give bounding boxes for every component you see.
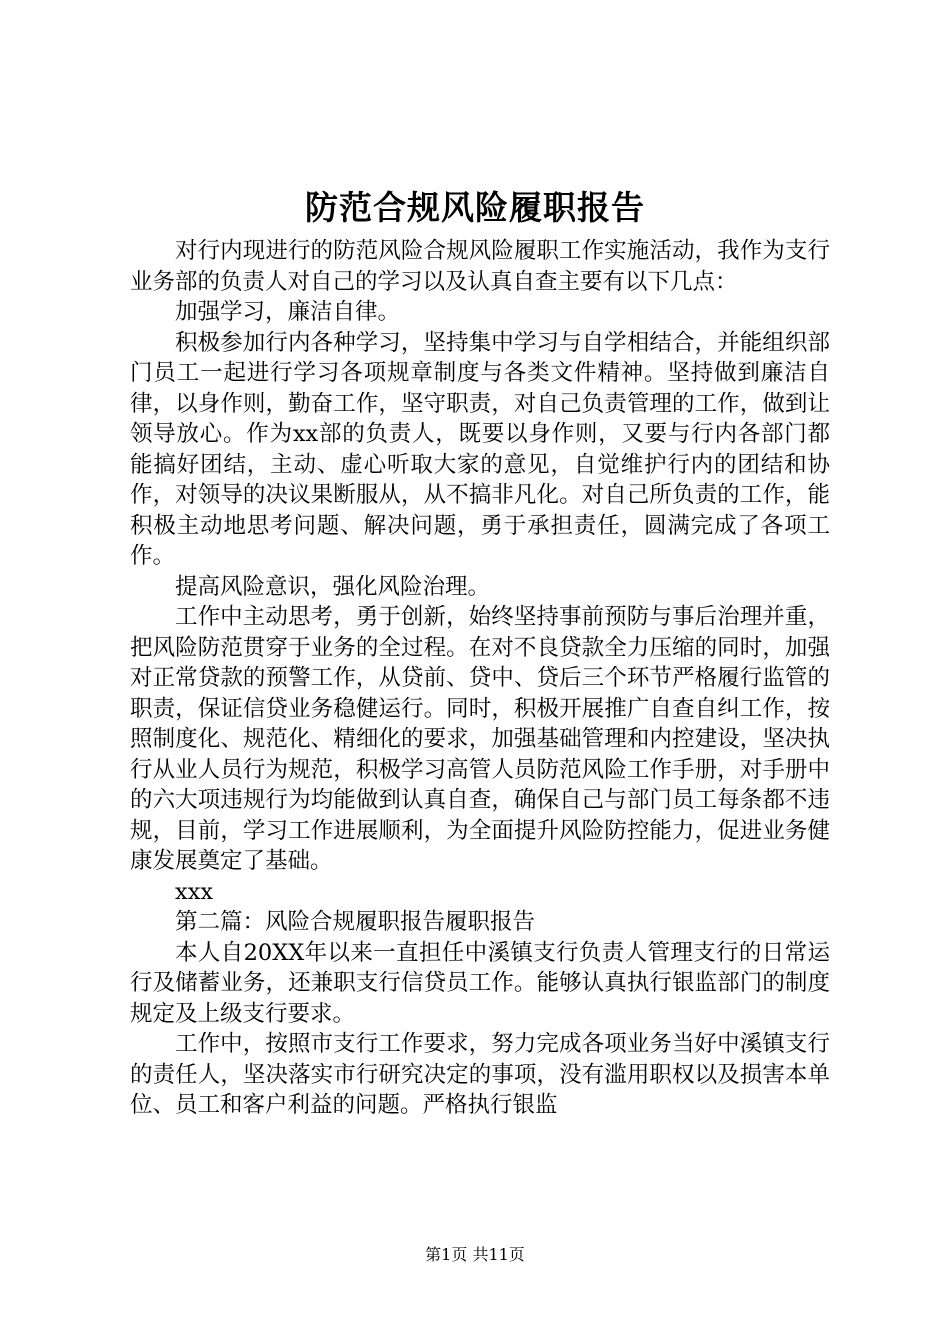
section-heading: 提高风险意识，强化风险治理。 — [175, 573, 491, 600]
document-title: 防范合规风险履职报告 — [305, 188, 645, 227]
paragraph: 积极参加行内各种学习，坚持集中学习与自学相结合，并能组织部门员工一起进行学习各项规章制度与各类文件精神。坚持做到廉洁自律，以身作则，勤奋工作，坚守职责，对自己负责管理的工作，做到让领导放心。作为xx部的负责人，既要以身作则，又要与行内各部门都能搞好团结，主动、虚心听取大家的意见，自觉维护行内的团结和协作，对领导的决议果断服从，从不搞非凡化。对自己所负责的工作，能积极主动地思考问题、解决问题，勇于承担责任，圆满完成了各项工作。 — [130, 329, 830, 569]
document-body — [130, 236, 830, 1121]
chapter-heading: 第二篇：风险合规履职报告履职报告 — [175, 909, 536, 935]
paragraph: 对行内现进行的防范风险合规风险履职工作实施活动，我作为支行业务部的负责人对自己的学习以及认真自查主要有以下几点： — [130, 238, 830, 295]
signature-text: xxx — [175, 878, 214, 905]
section-heading: 加强学习，廉洁自律。 — [175, 299, 401, 325]
paragraph: 工作中，按照市支行工作要求，努力完成各项业务当好中溪镇支行的责任人，坚决落实市行研究决定的事项，没有滥用职权以及损害本单位、员工和客户利益的问题。严格执行银监 — [130, 1031, 830, 1118]
paragraph: 本人自20XX年以来一直担任中溪镇支行负责人管理支行的日常运行及储蓄业务，还兼职支行信贷员工作。能够认真执行银监部门的制度规定及上级支行要求。 — [130, 939, 830, 1027]
page-number: 第1页 共11页 — [425, 1245, 525, 1264]
paragraph: 工作中主动思考，勇于创新，始终坚持事前预防与事后治理并重，把风险防范贯穿于业务的全过程。在对不良贷款全力压缩的同时，加强对正常贷款的预警工作，从贷前、贷中、贷后三个环节严格履行监管的职责，保证信贷业务稳健运行。同时，积极开展推广自查自纠工作，按照制度化、规范化、精细化的要求，加强基础管理和内控建设，坚决执行从业人员行为规范，积极学习高管人员防范风险工作手册，对手册中的六大项违规行为均能做到认真自查，确保自己与部门员工每条都不违规，目前，学习工作进展顺利，为全面提升风险防控能力，促进业务健康发展奠定了基础。 — [130, 604, 830, 874]
